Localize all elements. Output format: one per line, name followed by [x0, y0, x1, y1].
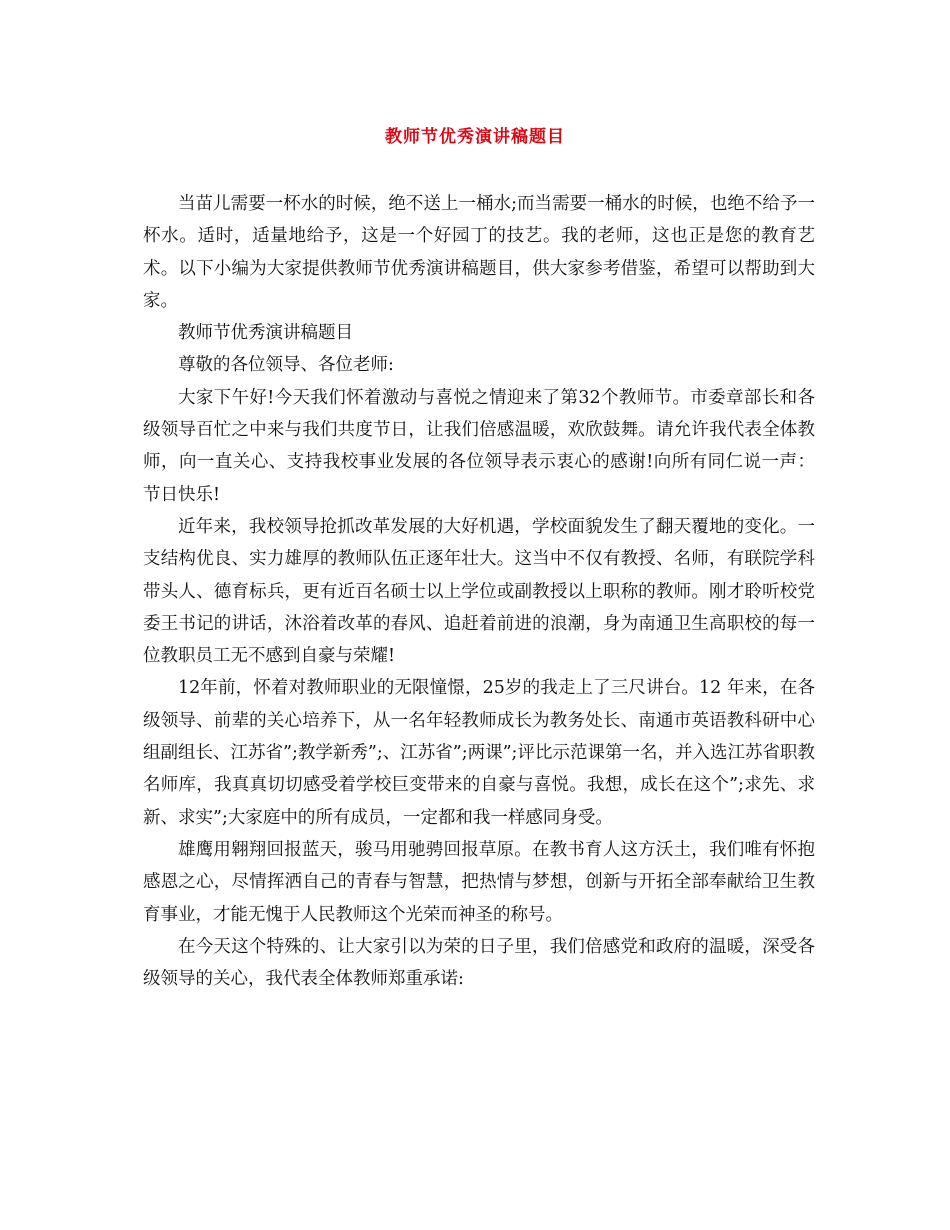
- document-title: 教师节优秀演讲稿题目: [385, 127, 565, 147]
- paragraph-salutation: 尊敬的各位领导、各位老师:: [178, 355, 394, 376]
- paragraph-school-development: 近年来，我校领导抢抓改革发展的大好机遇，学校面貌发生了翻天覆地的变化。一支结构优良、实力雄厚的教师队伍正逐年壮大。这当中不仅有教授、名师，有联院学科带头人、德育标兵，更有近百名硕士以上学位或副教授以上职称的教师。刚才聆听校党委王书记的讲话，沐浴着改革的春风、追赶着前进的浪潮，身为南通卫生高职校的每一位教职员工无不感到自豪与荣耀!: [143, 516, 815, 667]
- paragraph-personal-growth: 12年前，怀着对教师职业的无限憧憬，25岁的我走上了三尺讲台。12 年来，在各级领导、前辈的关心培养下，从一名年轻教师成长为教务处长、南通市英语教科研中心组副组长、江苏省”;教学新秀”;、江苏省”;两课”;评比示范课第一名，并入选江苏省职教名师库，我真真切切感受着学校巨变带来的自豪与喜悦。我想，成长在这个”;求先、求新、求实”;大家庭中的所有成员，一定都和我一样感同身受。: [143, 678, 815, 828]
- paragraph-greeting: 大家下午好!今天我们怀着激动与喜悦之情迎来了第32个教师节。市委章部长和各级领导百忙之中来与我们共度节日，让我们倍感温暖，欢欣鼓舞。请允许我代表全体教师，向一直关心、支持我校事业发展的各位领导表示衷心的感谢!向所有同仁说一声：节日快乐!: [143, 387, 815, 505]
- paragraph-gratitude: 雄鹰用翱翔回报蓝天，骏马用驰骋回报草原。在教书育人这方沃土，我们唯有怀抱感恩之心，尽情挥洒自己的青春与智慧，把热情与梦想，创新与开拓全部奉献给卫生教育事业，才能无愧于人民教师这个光荣而神圣的称号。: [143, 839, 815, 925]
- paragraph-promise: 在今天这个特殊的、让大家引以为荣的日子里，我们倍感党和政府的温暖，深受各级领导的关心，我代表全体教师郑重承诺:: [143, 936, 815, 990]
- document-body: [143, 188, 815, 995]
- paragraph-subtitle: 教师节优秀演讲稿题目: [178, 323, 353, 344]
- paragraph-intro: 当苗儿需要一杯水的时候，绝不送上一桶水;而当需要一桶水的时候，也绝不给予一杯水。适时，适量地给予，这是一个好园丁的技艺。我的老师，这也正是您的教育艺术。以下小编为大家提供教师节优秀演讲稿题目，供大家参考借鉴，希望可以帮助到大家。: [143, 194, 815, 311]
